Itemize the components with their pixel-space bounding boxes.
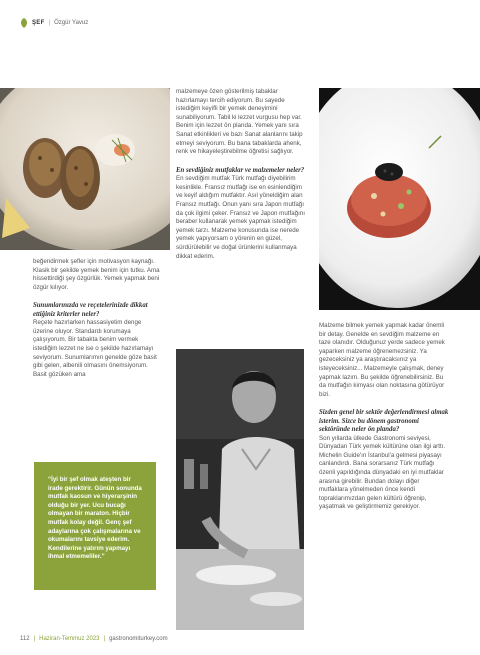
calamari-plate-photo [0, 88, 170, 250]
right-column [319, 322, 449, 512]
pull-quote-box [34, 462, 156, 590]
right-intro-paragraph: Malzeme bilmek yemek yapmak kadar önemli bir detay. Genelde en sevdiğim malzeme en taze olanıdır. Olduğunuz yerde sadece yemek yaparken malzeme öğrenemezsiniz. Ya gezeceksiniz ya araştıracaksınız ya isteyeceksiniz... Malzemeyle çalışmak, deney yapmak lazım. Bu şekilde öğrenebilirsiniz. Bu da mutfağın kimyası olan noktasına götürüyor bizi. [319, 322, 445, 398]
footer-separator: | [33, 636, 36, 642]
issue-date: Haziran-Temmuz 2023 [39, 636, 100, 642]
answer-sector: Son yıllarda ülkede Gastronomi seviyesi, Dünyadan Türk yemek kültürüne olan ilgi arttı. Michelin Guide'ın İstanbul'a gelmesi piyasayı canlandırdı. Bana sorarsanız Türk mutfağı özenli yapıldığında dünyadaki en iyi mutfaklar arasına girebilir. Bundan dolayı diğer mutfaklara yönelmeden önce kendi topraklarımızdan gelen kültürü öğrenip, yaşatmak ve geliştirmemiz gerekiyor. [319, 434, 446, 511]
question-sector: Sizden genel bir sektör değerlendirmesi almak isterim. Sizce bu dönem gastronomi sektöründe neler ön planda? [319, 409, 449, 434]
header-separator: | [48, 20, 51, 26]
question-cuisines: En sevdiğiniz mutfaklar ve malzemeler neler? [176, 166, 305, 174]
page-footer [20, 636, 168, 642]
question-presentation: Sunumlarınızda ve reçetelerinizde dikkat ettiğiniz kriterler neler? [33, 302, 148, 318]
middle-column [176, 88, 306, 261]
leaf-icon [20, 18, 28, 28]
page-number: 112 [20, 636, 30, 642]
author-name: Özgür Yavuz [54, 20, 89, 26]
tartare-caviar-photo [319, 88, 480, 310]
page-header [20, 18, 88, 28]
left-column [33, 258, 163, 379]
pull-quote-text: “İyi bir şef olmak ateşten bir irade gerektirir. Günün sonunda mutfak kaosun ve hiyerarşinin olduğu bir yer. Ucu bucağı olmayan bir maraton. Hiçbir mutfak kolay değil. Genç şef adaylarına çok çalışmalarına ve okumalarını tavsiye ederim. Kendilerine yatırım yapmayı ihmal etmemeliler.” [48, 476, 142, 561]
footer-separator-2: | [103, 636, 106, 642]
left-intro-paragraph: beğendirmek şefler için motivasyon kaynağı. Klasik bir şekilde yemek benim için tutku. Ama hissettirdiği şey özgürlük. Yemek yapmak beni özgür kılıyor. [33, 258, 160, 291]
answer-cuisines: En sevdiğim mutfak Türk mutfağı diyebilirim kesinlikle. Fransız mutfağı ise en esinlendiğim ve keyif aldığım mutfaktır. Asıl yöneldiğim alan Fransız mutfağı. Onun yanı sıra Japon mutfağı da çok ilgimi çeker. Fransız ve Japon mutfağını beraber kullanarak yemek yapmak istediğim yemek tarzı. Malzeme konusunda ise nerede yemek yapıyorsam o yörenin en güzel, sürdürülebilir ve doğal ürünlerini kullanmaya dikkat ederim. [176, 175, 305, 260]
chef-plating-photo [176, 349, 304, 630]
section-label: ŞEF [32, 20, 45, 26]
answer-presentation: Reçete hazırlarken hassasiyetim denge üzerine oluyor. Standardı korumaya çalışıyorum. Bir tabakta benim vermek istediğim lezzet ne ise o şekilde hazırlamayı seviyorum. Sunumlarımın genelde göze basit gibi gelen, albenili olmasını önemsiyorum. Basit gözüken ama [33, 319, 157, 378]
middle-intro-paragraph: malzemeye özen gösterilmiş tabaklar hazırlamayı tercih ediyorum. Bu sayede istediğim keyifli bir yemek deneyimini sunabiliyorum. Tabil ki lezzet vurgusu hep var. Benim için lezzet ön planda. Yemek yanı sıra Sanat etkinlikleri ve bazı Sanat alanlarını takip etmeyi seviyorum. Bu bana tabaklarda ahenk, renk ve hikayeleştirebilme öğretisi sağlıyor. [176, 88, 303, 156]
website-link[interactable]: gastronomiturkey.com [109, 636, 168, 642]
